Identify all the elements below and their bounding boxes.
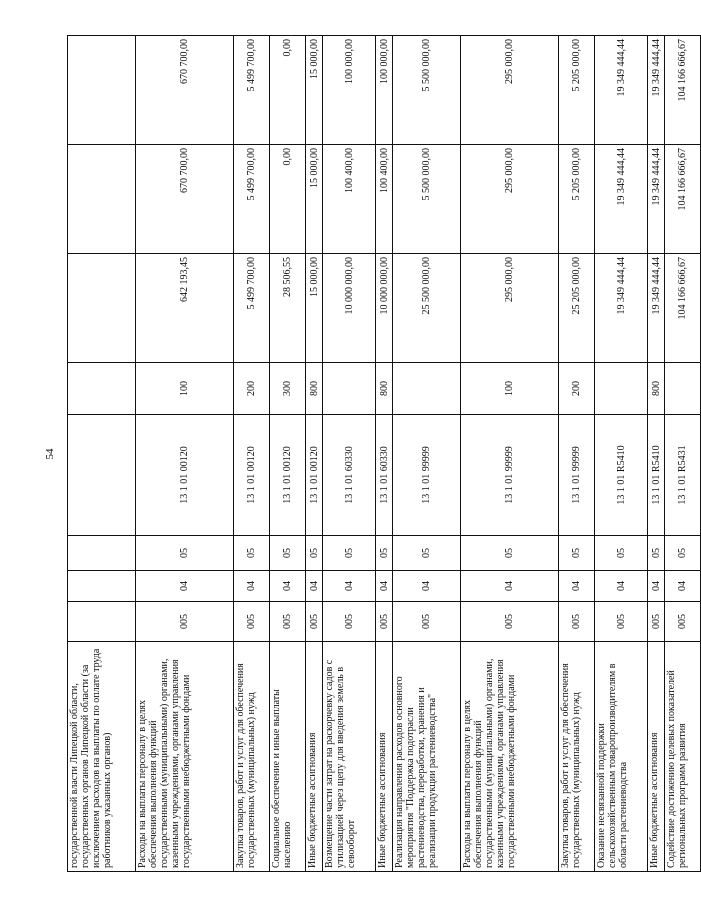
row-name: Расходы на выплаты персоналу в целях обеспечения выполнения функций государственными (муниципальными) органами, казенными учреждениями, органами управления государственными внебюджетными фондами [461, 642, 559, 872]
row-amount-year-1: 25 500 000,00 [393, 254, 461, 363]
row-amount-year-2: 5 499 700,00 [234, 145, 270, 254]
row-expense-type [595, 363, 648, 415]
row-section-code: 04 [376, 571, 393, 602]
row-name: Закупка товаров, работ и услуг для обеспечения государственных (муниципальных) нужд [559, 642, 595, 872]
row-subsection-code: 05 [323, 536, 376, 571]
row-amount-year-2: 5 500 000,00 [393, 145, 461, 254]
row-amount-year-3: 0,00 [270, 36, 306, 145]
row-subsection-code: 05 [665, 536, 701, 571]
row-amount-year-2: 0,00 [270, 145, 306, 254]
row-expense-type [393, 363, 461, 415]
row-amount-year-2: 104 166 666,67 [665, 145, 701, 254]
table-row [665, 36, 701, 872]
row-subsection-code: 05 [376, 536, 393, 571]
row-section-code: 04 [559, 571, 595, 602]
table-row [306, 36, 323, 872]
row-name: Иные бюджетные ассигнования [306, 642, 323, 872]
row-name: Иные бюджетные ассигнования [648, 642, 665, 872]
budget-table-rotated [67, 36, 688, 872]
row-name: Расходы на выплаты персоналу в целях обеспечения выполнения функций государственными (муниципальными) органами, казенными учреждениями, органами управления государственными внебюджетными фондами [136, 642, 234, 872]
row-amount-year-1: 25 205 000,00 [559, 254, 595, 363]
row-section-code: 04 [665, 571, 701, 602]
row-expense-type: 100 [461, 363, 559, 415]
row-amount-year-2: 15 000,00 [306, 145, 323, 254]
table-row [648, 36, 665, 872]
row-target-article: 13 1 01 00120 [136, 415, 234, 536]
row-expense-type: 200 [559, 363, 595, 415]
row-amount-year-1: 104 166 666,67 [665, 254, 701, 363]
row-subsection-code: 05 [461, 536, 559, 571]
row-ministry-code: 005 [648, 602, 665, 642]
row-section-code: 04 [234, 571, 270, 602]
row-ministry-code: 005 [306, 602, 323, 642]
row-amount-year-1: 15 000,00 [306, 254, 323, 363]
table-row [393, 36, 461, 872]
row-subsection-code: 05 [136, 536, 234, 571]
page-number: 54 [44, 448, 56, 460]
row-name: Оказание несвязанной поддержки сельскохозяйственным товаропроизводителям в области растениеводства [595, 642, 648, 872]
row-amount-year-1: 642 193,45 [136, 254, 234, 363]
row-amount-year-2: 19 349 444,44 [595, 145, 648, 254]
row-amount-year-3: 5 500 000,00 [393, 36, 461, 145]
row-ministry-code: 005 [136, 602, 234, 642]
row-name: Возмещение части затрат на раскорчевку садов с утилизацией через щепу для введения земель в севооборот [323, 642, 376, 872]
row-ministry-code: 005 [461, 602, 559, 642]
row-expense-type [323, 363, 376, 415]
row-amount-year-3: 295 000,00 [461, 36, 559, 145]
row-section-code: 04 [306, 571, 323, 602]
row-amount-year-3: 100 000,00 [323, 36, 376, 145]
row-target-article: 13 1 01 00120 [270, 415, 306, 536]
row-amount-year-3: 15 000,00 [306, 36, 323, 145]
budget-table-body [68, 36, 701, 872]
row-ministry-code: 005 [270, 602, 306, 642]
row-expense-type: 800 [648, 363, 665, 415]
row-amount-year-1: 5 499 700,00 [234, 254, 270, 363]
row-amount-year-1: 19 349 444,44 [595, 254, 648, 363]
row-subsection-code: 05 [595, 536, 648, 571]
table-row [461, 36, 559, 872]
table-row [270, 36, 306, 872]
row-amount-year-3: 670 700,00 [136, 36, 234, 145]
row-amount-year-1: 19 349 444,44 [648, 254, 665, 363]
row-expense-type: 300 [270, 363, 306, 415]
row-target-article: 13 1 01 00120 [306, 415, 323, 536]
table-row [559, 36, 595, 872]
row-amount-year-3: 104 166 666,67 [665, 36, 701, 145]
row-amount-year-2: 5 205 000,00 [559, 145, 595, 254]
row-amount-year-1: 10 000 000,00 [323, 254, 376, 363]
row-amount-year-2: 100 400,00 [376, 145, 393, 254]
row-amount-year-2 [68, 145, 136, 254]
row-target-article: 13 1 01 99999 [559, 415, 595, 536]
row-target-article: 13 1 01 60330 [323, 415, 376, 536]
row-section-code: 04 [595, 571, 648, 602]
row-target-article: 13 1 01 99999 [461, 415, 559, 536]
row-expense-type: 200 [234, 363, 270, 415]
row-subsection-code: 05 [306, 536, 323, 571]
row-ministry-code [68, 602, 136, 642]
row-amount-year-3: 5 205 000,00 [559, 36, 595, 145]
table-row [323, 36, 376, 872]
row-subsection-code: 05 [270, 536, 306, 571]
table-row [234, 36, 270, 872]
row-section-code: 04 [393, 571, 461, 602]
row-section-code: 04 [270, 571, 306, 602]
row-amount-year-2: 295 000,00 [461, 145, 559, 254]
row-section-code: 04 [648, 571, 665, 602]
table-row [136, 36, 234, 872]
table-row [376, 36, 393, 872]
row-section-code: 04 [461, 571, 559, 602]
row-amount-year-2: 670 700,00 [136, 145, 234, 254]
row-amount-year-1: 28 506,55 [270, 254, 306, 363]
row-ministry-code: 005 [323, 602, 376, 642]
row-amount-year-2: 19 349 444,44 [648, 145, 665, 254]
row-amount-year-2: 100 400,00 [323, 145, 376, 254]
row-expense-type: 100 [136, 363, 234, 415]
row-name: Закупка товаров, работ и услуг для обеспечения государственных (муниципальных) нужд [234, 642, 270, 872]
row-subsection-code: 05 [648, 536, 665, 571]
row-amount-year-1: 10 000 000,00 [376, 254, 393, 363]
row-target-article: 13 1 01 R5431 [665, 415, 701, 536]
row-ministry-code: 005 [559, 602, 595, 642]
row-ministry-code: 005 [376, 602, 393, 642]
row-ministry-code: 005 [595, 602, 648, 642]
row-name: государственной власти Липецкой области, государственных органов Липецкой области (за исключением расходов на выплаты по оплате труда работников указанных органов) [68, 642, 136, 872]
row-ministry-code: 005 [665, 602, 701, 642]
budget-table-frame [67, 36, 688, 872]
row-expense-type [68, 363, 136, 415]
row-name: Иные бюджетные ассигнования [376, 642, 393, 872]
row-amount-year-1 [68, 254, 136, 363]
row-name: Реализация направления расходов основного мероприятия "Поддержка подотрасли растениеводства, переработки, хранения и реализации продукции растениеводства" [393, 642, 461, 872]
budget-table [67, 35, 701, 872]
row-target-article [68, 415, 136, 536]
row-target-article: 13 1 01 60330 [376, 415, 393, 536]
row-ministry-code: 005 [234, 602, 270, 642]
row-expense-type: 800 [306, 363, 323, 415]
row-amount-year-3 [68, 36, 136, 145]
row-subsection-code: 05 [234, 536, 270, 571]
table-row [68, 36, 136, 872]
row-expense-type: 800 [376, 363, 393, 415]
row-amount-year-3: 100 000,00 [376, 36, 393, 145]
row-name: Социальное обеспечение и иные выплаты населению [270, 642, 306, 872]
row-amount-year-3: 19 349 444,44 [648, 36, 665, 145]
row-section-code: 04 [136, 571, 234, 602]
row-target-article: 13 1 01 R5410 [595, 415, 648, 536]
row-subsection-code: 05 [559, 536, 595, 571]
row-ministry-code: 005 [393, 602, 461, 642]
row-expense-type [665, 363, 701, 415]
row-amount-year-1: 295 000,00 [461, 254, 559, 363]
row-section-code: 04 [323, 571, 376, 602]
row-subsection-code: 05 [393, 536, 461, 571]
table-row [595, 36, 648, 872]
row-amount-year-3: 19 349 444,44 [595, 36, 648, 145]
row-target-article: 13 1 01 99999 [393, 415, 461, 536]
row-section-code [68, 571, 136, 602]
row-subsection-code [68, 536, 136, 571]
row-amount-year-3: 5 499 700,00 [234, 36, 270, 145]
row-target-article: 13 1 01 R5410 [648, 415, 665, 536]
row-target-article: 13 1 01 00120 [234, 415, 270, 536]
row-name: Содействие достижению целевых показателей региональных программ развития [665, 642, 701, 872]
